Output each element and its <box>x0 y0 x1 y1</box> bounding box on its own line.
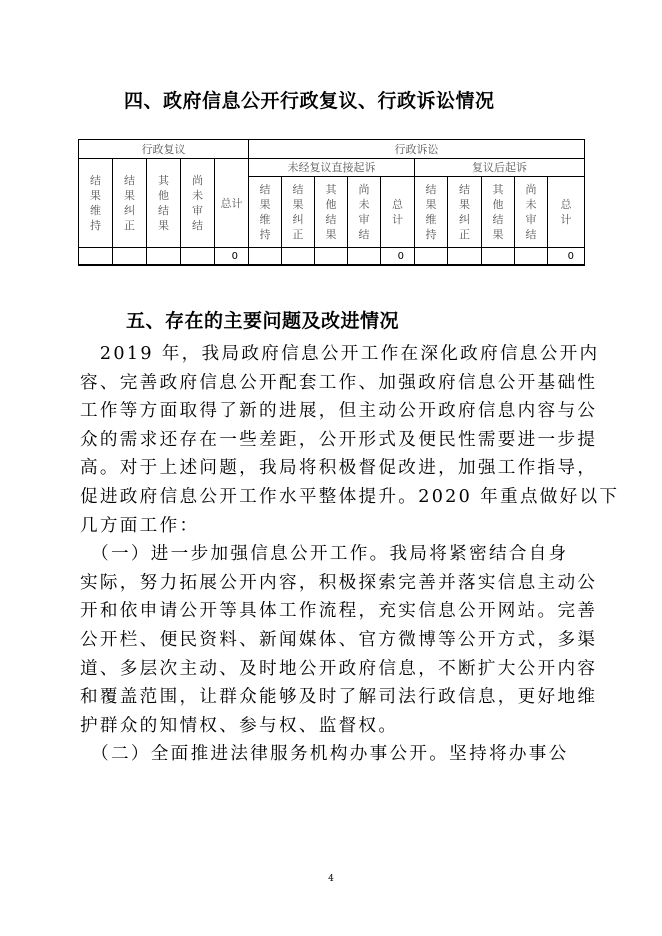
text-line: 容、完善政府信息公开配套工作、加强政府信息公开基础性 <box>80 372 598 393</box>
cell-review-other <box>147 248 181 266</box>
col-direct-pending: 尚 未 审 结 <box>348 177 381 248</box>
cell-after-corrected <box>448 248 482 266</box>
text-line: 和覆盖范围，让群众能够及时了解司法行政信息，更好地维 <box>80 687 598 708</box>
text-line: （二）全面推进法律服务机构办事公开。坚持将办事公 <box>80 744 569 765</box>
cell-review-corrected <box>113 248 147 266</box>
text-line: 2019 年，我局政府信息公开工作在深化政府信息公开内 <box>80 344 600 364</box>
col-after-total: 总 计 <box>548 177 585 248</box>
text-line: 几方面工作： <box>80 515 200 536</box>
cell-direct-pending <box>348 248 381 266</box>
cell-review-total: 0 <box>215 248 249 266</box>
cell-review-maintained <box>79 248 113 266</box>
col-direct-corrected: 结 果 纠 正 <box>282 177 315 248</box>
body-text <box>80 340 620 769</box>
text-line: 工作等方面取得了新的进展，但主动公开政府信息内容与公 <box>80 401 598 422</box>
section-heading-review-litigation: 四、政府信息公开行政复议、行政诉讼情况 <box>124 90 495 112</box>
cell-after-total: 0 <box>548 248 585 266</box>
cell-after-maintained <box>415 248 448 266</box>
header-admin-litigation: 行政诉讼 <box>249 140 585 159</box>
cell-direct-corrected <box>282 248 315 266</box>
col-review-pending: 尚 未 审 结 <box>181 159 215 248</box>
col-review-corrected: 结 果 纠 正 <box>113 159 147 248</box>
cell-review-pending <box>181 248 215 266</box>
col-review-total: 总计 <box>215 159 249 248</box>
text-line: 促进政府信息公开工作水平整体提升。2020 年重点做好以下 <box>80 486 620 507</box>
col-after-pending: 尚 未 审 结 <box>515 177 548 248</box>
text-line: 实际，努力拓展公开内容，积极探索完善并落实信息主动公 <box>80 572 598 593</box>
col-after-corrected: 结 果 纠 正 <box>448 177 482 248</box>
col-review-other: 其 他 结 果 <box>147 159 181 248</box>
col-review-maintained: 结 果 维 持 <box>79 159 113 248</box>
section-heading-problems-improvements: 五、存在的主要问题及改进情况 <box>126 310 400 332</box>
col-after-other: 其 他 结 果 <box>482 177 515 248</box>
col-after-maintained: 结 果 维 持 <box>415 177 448 248</box>
text-line: 护群众的知情权、参与权、监督权。 <box>80 715 399 736</box>
text-line: 众的需求还存在一些差距，公开形式及便民性需要进一步提 <box>80 429 598 450</box>
text-line: 高。对于上述问题，我局将积极督促改进，加强工作指导， <box>80 458 598 479</box>
review-litigation-table <box>78 139 585 266</box>
page-number: 4 <box>328 874 334 884</box>
text-line: 公开栏、便民资料、新闻媒体、官方微博等公开方式，多渠 <box>80 629 598 650</box>
col-direct-other: 其 他 结 果 <box>315 177 348 248</box>
header-suit-after-review: 复议后起诉 <box>415 159 585 177</box>
header-admin-review: 行政复议 <box>79 140 249 159</box>
table-row <box>79 248 585 266</box>
text-line: 开和依申请公开等具体工作流程，充实信息公开网站。完善 <box>80 601 598 622</box>
col-direct-maintained: 结 果 维 持 <box>249 177 282 248</box>
text-line: （一）进一步加强信息公开工作。我局将紧密结合自身 <box>80 544 569 565</box>
cell-direct-maintained <box>249 248 282 266</box>
cell-direct-other <box>315 248 348 266</box>
cell-after-other <box>482 248 515 266</box>
col-direct-total: 总 计 <box>381 177 415 248</box>
cell-direct-total: 0 <box>381 248 415 266</box>
cell-after-pending <box>515 248 548 266</box>
text-line: 道、多层次主动、及时地公开政府信息，不断扩大公开内容 <box>80 658 598 679</box>
header-direct-suit: 未经复议直接起诉 <box>249 159 415 177</box>
